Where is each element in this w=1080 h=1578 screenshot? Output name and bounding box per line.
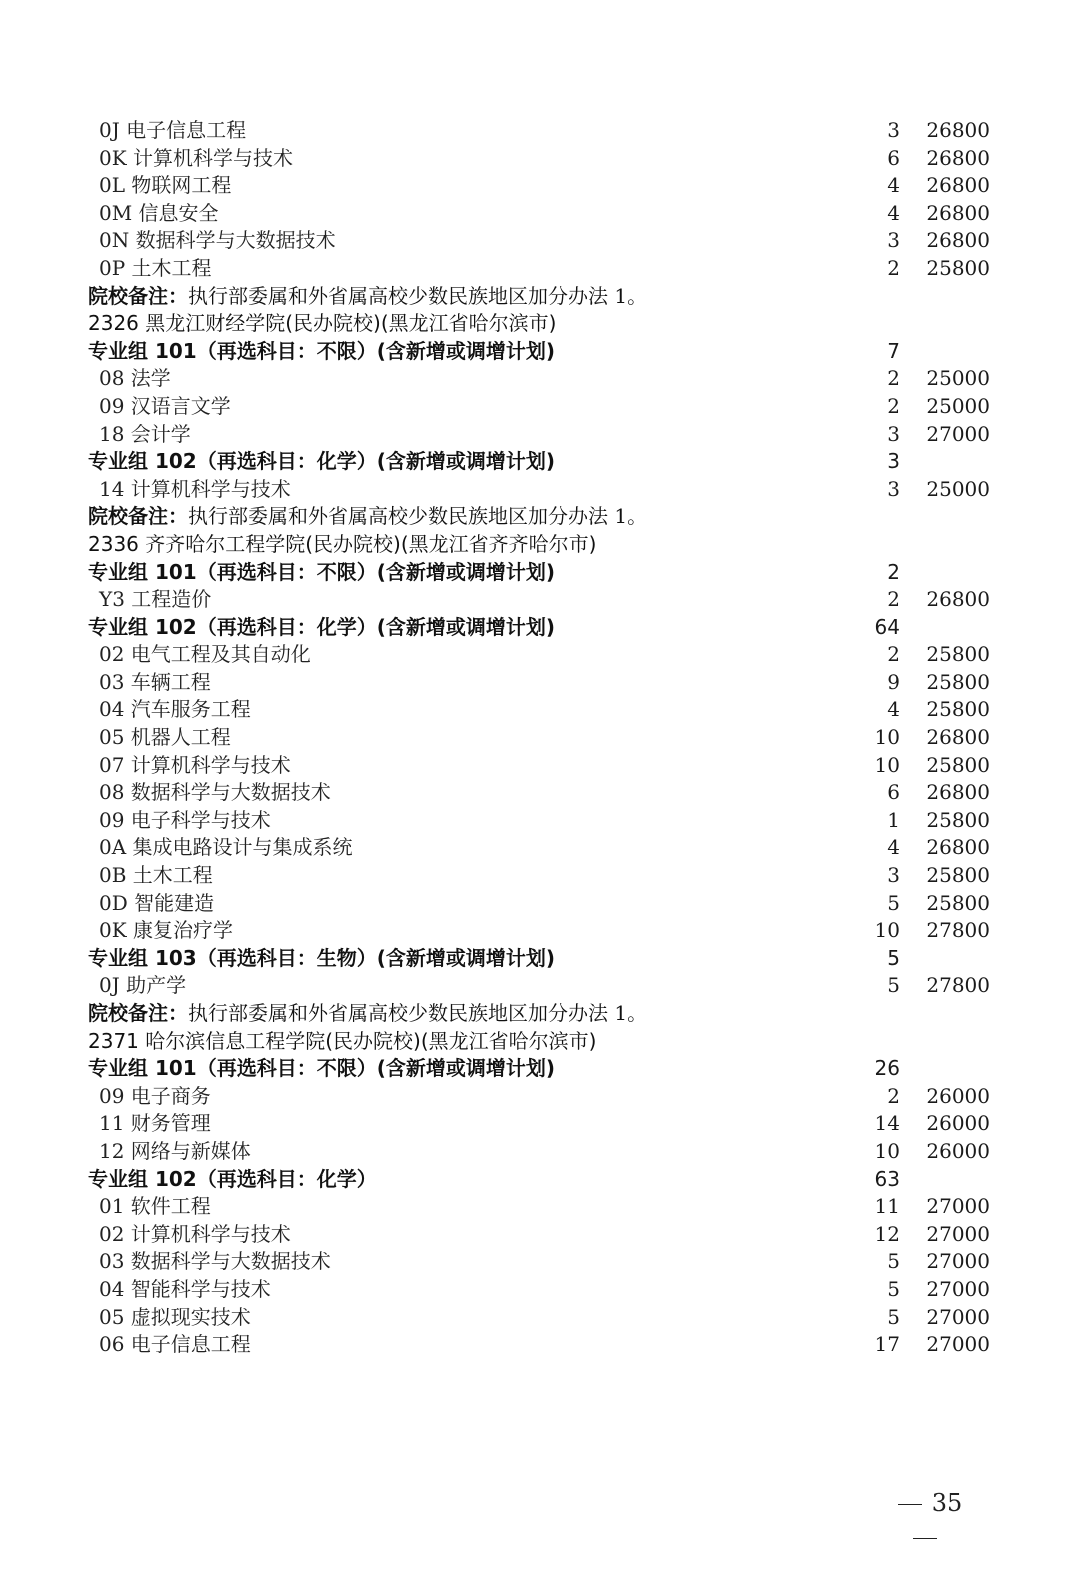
tuition-fee: 27000 <box>926 1332 990 1357</box>
note-text <box>88 283 647 311</box>
school-row <box>0 1028 1080 1056</box>
major-row <box>0 1083 1080 1111</box>
group-row <box>0 1166 1080 1194</box>
major-row <box>0 255 1080 283</box>
major-row <box>0 779 1080 807</box>
group-label: 专业组 103（再选科目：生物）(含新增或调增计划) <box>88 945 555 970</box>
major-label: 02 计算机科学与技术 <box>99 1221 291 1246</box>
plan-count: 5 <box>887 973 900 998</box>
major-label: 09 电子商务 <box>99 1083 211 1108</box>
major-label: 0B 土木工程 <box>99 863 213 888</box>
plan-count: 5 <box>887 1276 900 1301</box>
tuition-fee: 26800 <box>926 200 990 225</box>
school-row <box>0 531 1080 559</box>
plan-count: 5 <box>887 945 900 970</box>
note-row <box>0 1000 1080 1028</box>
major-row <box>0 421 1080 449</box>
tuition-fee: 25800 <box>926 807 990 832</box>
note-body: 执行部委属和外省属高校少数民族地区加分办法 1。 <box>188 504 648 529</box>
plan-count: 2 <box>887 393 900 418</box>
major-row <box>0 1221 1080 1249</box>
tuition-fee: 26800 <box>926 835 990 860</box>
group-row <box>0 945 1080 973</box>
group-row <box>0 338 1080 366</box>
major-row <box>0 807 1080 835</box>
major-label: 0J 助产学 <box>99 973 187 998</box>
plan-count: 5 <box>887 1249 900 1274</box>
major-label: 0P 土木工程 <box>99 255 212 280</box>
major-label: 0K 康复治疗学 <box>99 918 234 943</box>
tuition-fee: 26800 <box>926 587 990 612</box>
plan-count: 3 <box>887 476 900 501</box>
note-text <box>88 1000 647 1028</box>
plan-count: 12 <box>874 1221 900 1246</box>
major-label: 08 数据科学与大数据技术 <box>99 780 331 805</box>
major-label: Y3 工程造价 <box>99 587 212 612</box>
plan-count: 2 <box>887 255 900 280</box>
major-row <box>0 1110 1080 1138</box>
group-label: 专业组 101（再选科目：不限）(含新增或调增计划) <box>88 338 555 363</box>
tuition-fee: 27000 <box>926 1249 990 1274</box>
tuition-fee: 25000 <box>926 476 990 501</box>
plan-count: 63 <box>874 1166 900 1191</box>
major-label: 09 电子科学与技术 <box>99 807 271 832</box>
major-row <box>0 696 1080 724</box>
group-label: 专业组 102（再选科目：化学）(含新增或调增计划) <box>88 449 555 474</box>
major-label: 18 会计学 <box>99 421 191 446</box>
major-row <box>0 834 1080 862</box>
plan-count: 64 <box>874 614 900 639</box>
major-label: 0K 计算机科学与技术 <box>99 145 294 170</box>
admission-plan-list <box>0 117 1080 1359</box>
major-row <box>0 117 1080 145</box>
school-label: 2371 哈尔滨信息工程学院(民办院校)(黑龙江省哈尔滨市) <box>88 1028 597 1053</box>
major-row <box>0 145 1080 173</box>
plan-count: 5 <box>887 1304 900 1329</box>
note-text <box>88 503 647 531</box>
school-label: 2336 齐齐哈尔工程学院(民办院校)(黑龙江省齐齐哈尔市) <box>88 531 597 556</box>
plan-count: 4 <box>887 200 900 225</box>
major-row <box>0 641 1080 669</box>
major-label: 05 机器人工程 <box>99 725 231 750</box>
plan-count: 14 <box>874 1111 900 1136</box>
major-label: 0J 电子信息工程 <box>99 118 247 142</box>
major-label: 07 计算机科学与技术 <box>99 752 291 777</box>
major-label: 04 智能科学与技术 <box>99 1276 271 1301</box>
tuition-fee: 26000 <box>926 1083 990 1108</box>
major-label: 12 网络与新媒体 <box>99 1138 251 1163</box>
tuition-fee: 25800 <box>926 669 990 694</box>
tuition-fee: 27000 <box>926 421 990 446</box>
plan-count: 10 <box>874 1138 900 1163</box>
plan-count: 10 <box>874 918 900 943</box>
tuition-fee: 26800 <box>926 118 990 142</box>
group-label: 专业组 102（再选科目：化学）(含新增或调增计划) <box>88 614 555 639</box>
major-label: 02 电气工程及其自动化 <box>99 642 311 667</box>
major-row <box>0 172 1080 200</box>
group-row <box>0 1055 1080 1083</box>
note-key: 院校备注： <box>88 504 188 529</box>
note-key: 院校备注： <box>88 283 188 308</box>
group-row <box>0 559 1080 587</box>
major-row <box>0 200 1080 228</box>
major-label: 09 汉语言文学 <box>99 393 231 418</box>
plan-count: 3 <box>887 863 900 888</box>
plan-count: 2 <box>887 587 900 612</box>
major-row <box>0 1331 1080 1359</box>
plan-count: 10 <box>874 752 900 777</box>
note-key: 院校备注： <box>88 1001 188 1025</box>
major-label: 01 软件工程 <box>99 1194 211 1219</box>
major-label: 0A 集成电路设计与集成系统 <box>99 835 353 860</box>
tuition-fee: 25800 <box>926 752 990 777</box>
plan-count: 2 <box>887 559 900 584</box>
plan-count: 17 <box>874 1332 900 1357</box>
major-row <box>0 227 1080 255</box>
tuition-fee: 26800 <box>926 725 990 750</box>
page-number-value: 35 <box>931 1489 963 1517</box>
plan-count: 2 <box>887 642 900 667</box>
tuition-fee: 25800 <box>926 697 990 722</box>
plan-count: 9 <box>887 669 900 694</box>
major-label: 03 数据科学与大数据技术 <box>99 1249 331 1274</box>
major-label: 0N 数据科学与大数据技术 <box>99 228 336 253</box>
plan-count: 10 <box>874 725 900 750</box>
plan-count: 4 <box>887 173 900 198</box>
group-label: 专业组 101（再选科目：不限）(含新增或调增计划) <box>88 559 555 584</box>
group-row <box>0 448 1080 476</box>
plan-count: 2 <box>887 1083 900 1108</box>
major-row <box>0 862 1080 890</box>
major-row <box>0 1248 1080 1276</box>
plan-count: 2 <box>887 366 900 391</box>
major-row <box>0 1193 1080 1221</box>
tuition-fee: 26000 <box>926 1111 990 1136</box>
major-row <box>0 1276 1080 1304</box>
plan-count: 3 <box>887 228 900 253</box>
tuition-fee: 26000 <box>926 1138 990 1163</box>
major-row <box>0 752 1080 780</box>
tuition-fee: 27000 <box>926 1221 990 1246</box>
major-row <box>0 669 1080 697</box>
major-label: 05 虚拟现实技术 <box>99 1304 251 1329</box>
plan-count: 4 <box>887 835 900 860</box>
major-label: 06 电子信息工程 <box>99 1332 251 1357</box>
tuition-fee: 25800 <box>926 642 990 667</box>
dash-right <box>913 1538 937 1540</box>
tuition-fee: 27800 <box>926 918 990 943</box>
tuition-fee: 27800 <box>926 973 990 998</box>
plan-count: 5 <box>887 890 900 915</box>
tuition-fee: 27000 <box>926 1276 990 1301</box>
note-body: 执行部委属和外省属高校少数民族地区加分办法 1。 <box>188 283 648 308</box>
tuition-fee: 25800 <box>926 863 990 888</box>
tuition-fee: 25000 <box>926 366 990 391</box>
major-row <box>0 476 1080 504</box>
school-row <box>0 310 1080 338</box>
note-row <box>0 283 1080 311</box>
major-label: 08 法学 <box>99 366 171 391</box>
major-row <box>0 917 1080 945</box>
major-label: 0L 物联网工程 <box>99 173 232 198</box>
tuition-fee: 25000 <box>926 393 990 418</box>
major-label: 03 车辆工程 <box>99 669 211 694</box>
plan-count: 3 <box>887 449 900 474</box>
major-label: 04 汽车服务工程 <box>99 697 251 722</box>
page-number <box>869 1486 981 1520</box>
dash-left <box>898 1504 922 1506</box>
major-row <box>0 393 1080 421</box>
note-body: 执行部委属和外省属高校少数民族地区加分办法 1。 <box>188 1001 648 1025</box>
plan-count: 6 <box>887 145 900 170</box>
tuition-fee: 26800 <box>926 145 990 170</box>
tuition-fee: 25800 <box>926 890 990 915</box>
group-label: 专业组 101（再选科目：不限）(含新增或调增计划) <box>88 1056 555 1081</box>
plan-count: 6 <box>887 780 900 805</box>
plan-count: 11 <box>874 1194 900 1219</box>
group-label: 专业组 102（再选科目：化学） <box>88 1166 377 1191</box>
major-row <box>0 972 1080 1000</box>
tuition-fee: 25800 <box>926 255 990 280</box>
major-label: 14 计算机科学与技术 <box>99 476 291 501</box>
major-row <box>0 890 1080 918</box>
major-label: 0M 信息安全 <box>99 200 219 225</box>
plan-count: 1 <box>887 807 900 832</box>
major-label: 11 财务管理 <box>99 1111 211 1136</box>
note-row <box>0 503 1080 531</box>
major-row <box>0 365 1080 393</box>
plan-count: 4 <box>887 697 900 722</box>
tuition-fee: 27000 <box>926 1194 990 1219</box>
plan-count: 7 <box>887 338 900 363</box>
tuition-fee: 26800 <box>926 228 990 253</box>
tuition-fee: 27000 <box>926 1304 990 1329</box>
major-row <box>0 586 1080 614</box>
plan-count: 3 <box>887 118 900 142</box>
tuition-fee: 26800 <box>926 780 990 805</box>
plan-count: 26 <box>874 1056 900 1081</box>
major-label: 0D 智能建造 <box>99 890 215 915</box>
major-row <box>0 1138 1080 1166</box>
major-row <box>0 1304 1080 1332</box>
tuition-fee: 26800 <box>926 173 990 198</box>
plan-count: 3 <box>887 421 900 446</box>
major-row <box>0 724 1080 752</box>
group-row <box>0 614 1080 642</box>
school-label: 2326 黑龙江财经学院(民办院校)(黑龙江省哈尔滨市) <box>88 311 557 336</box>
